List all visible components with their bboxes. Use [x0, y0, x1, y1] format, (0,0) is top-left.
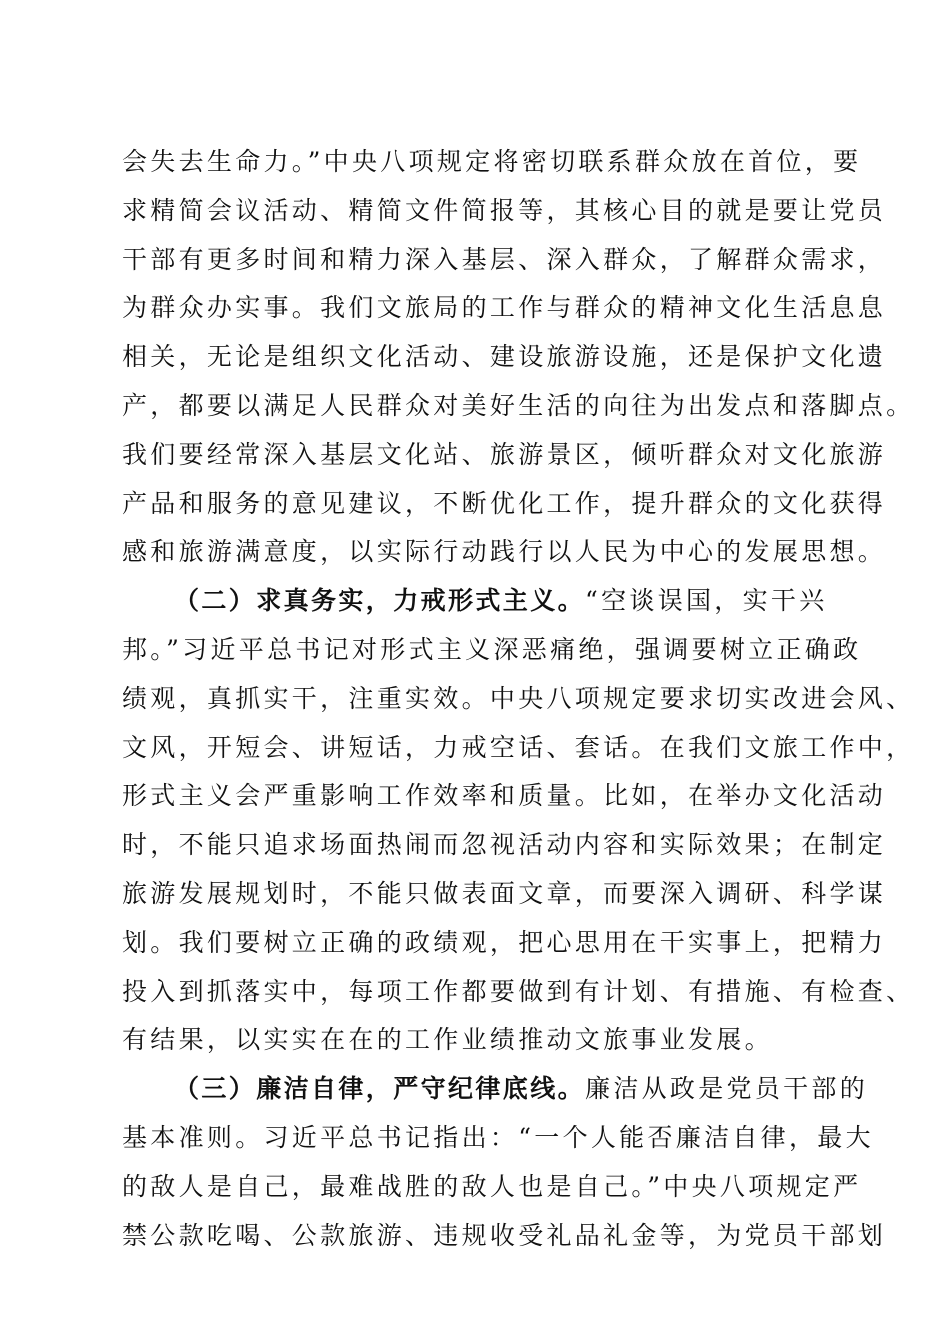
section-lead-text: “空谈误国，实干兴	[585, 586, 828, 616]
text-line: 禁公款吃喝、公款旅游、违规收受礼品礼金等，为党员干部划	[122, 1220, 887, 1250]
text-line: 旅游发展规划时，不能只做表面文章，而要深入调研、科学谋	[122, 878, 887, 908]
text-line: 文风，开短会、讲短话，力戒空话、套话。在我们文旅工作中，	[122, 732, 915, 762]
text-line: 产品和服务的意见建议，不断优化工作，提升群众的文化获得	[122, 488, 887, 518]
text-line: 我们要经常深入基层文化站、旅游景区，倾听群众对文化旅游	[122, 439, 887, 469]
text-line: 时，不能只追求场面热闹而忽视活动内容和实际效果；在制定	[122, 830, 887, 860]
text-line: 相关，无论是组织文化活动、建设旅游设施，还是保护文化遗	[122, 342, 887, 372]
text-line: 的敌人是自己，最难战胜的敌人也是自己。”中央八项规定严	[122, 1171, 862, 1201]
section-lead-text: 廉洁从政是党员干部的	[585, 1074, 869, 1104]
text-line: 邦。”习近平总书记对形式主义深恶痛绝，强调要树立正确政	[122, 634, 862, 664]
text-line: 产，都要以满足人民群众对美好生活的向往为出发点和落脚点。	[122, 390, 915, 420]
paragraph-people-centered	[122, 138, 915, 577]
text-line: 求精简会议活动、精简文件简报等，其核心目的就是要让党员	[122, 195, 887, 225]
text-line: 有结果，以实实在在的工作业绩推动文旅事业发展。	[122, 1025, 773, 1055]
text-line: 会失去生命力。”中央八项规定将密切联系群众放在首位，要	[122, 147, 862, 176]
section-heading: （三）廉洁自律，严守纪律底线。	[174, 1074, 586, 1104]
section-heading: （二）求真务实，力戒形式主义。	[174, 586, 586, 616]
text-line: 形式主义会严重影响工作效率和质量。比如，在举办文化活动	[122, 781, 887, 811]
text-line: 干部有更多时间和精力深入基层、深入群众，了解群众需求，	[122, 244, 887, 274]
document-page	[122, 138, 915, 1260]
text-line: 划。我们要树立正确的政绩观，把心思用在干实事上，把精力	[122, 927, 887, 957]
section-first-line	[122, 1065, 869, 1114]
section-seek-truth	[122, 577, 915, 1065]
section-integrity	[122, 1065, 887, 1260]
text-line: 感和旅游满意度，以实际行动践行以人民为中心的发展思想。	[122, 537, 887, 567]
section-first-line	[122, 577, 837, 626]
text-line: 投入到抓落实中，每项工作都要做到有计划、有措施、有检查、	[122, 976, 915, 1006]
text-line: 基本准则。习近平总书记指出：“一个人能否廉洁自律，最大	[122, 1122, 874, 1152]
text-line: 为群众办实事。我们文旅局的工作与群众的精神文化生活息息	[122, 293, 887, 323]
text-line: 绩观，真抓实干，注重实效。中央八项规定要求切实改进会风、	[122, 683, 915, 713]
